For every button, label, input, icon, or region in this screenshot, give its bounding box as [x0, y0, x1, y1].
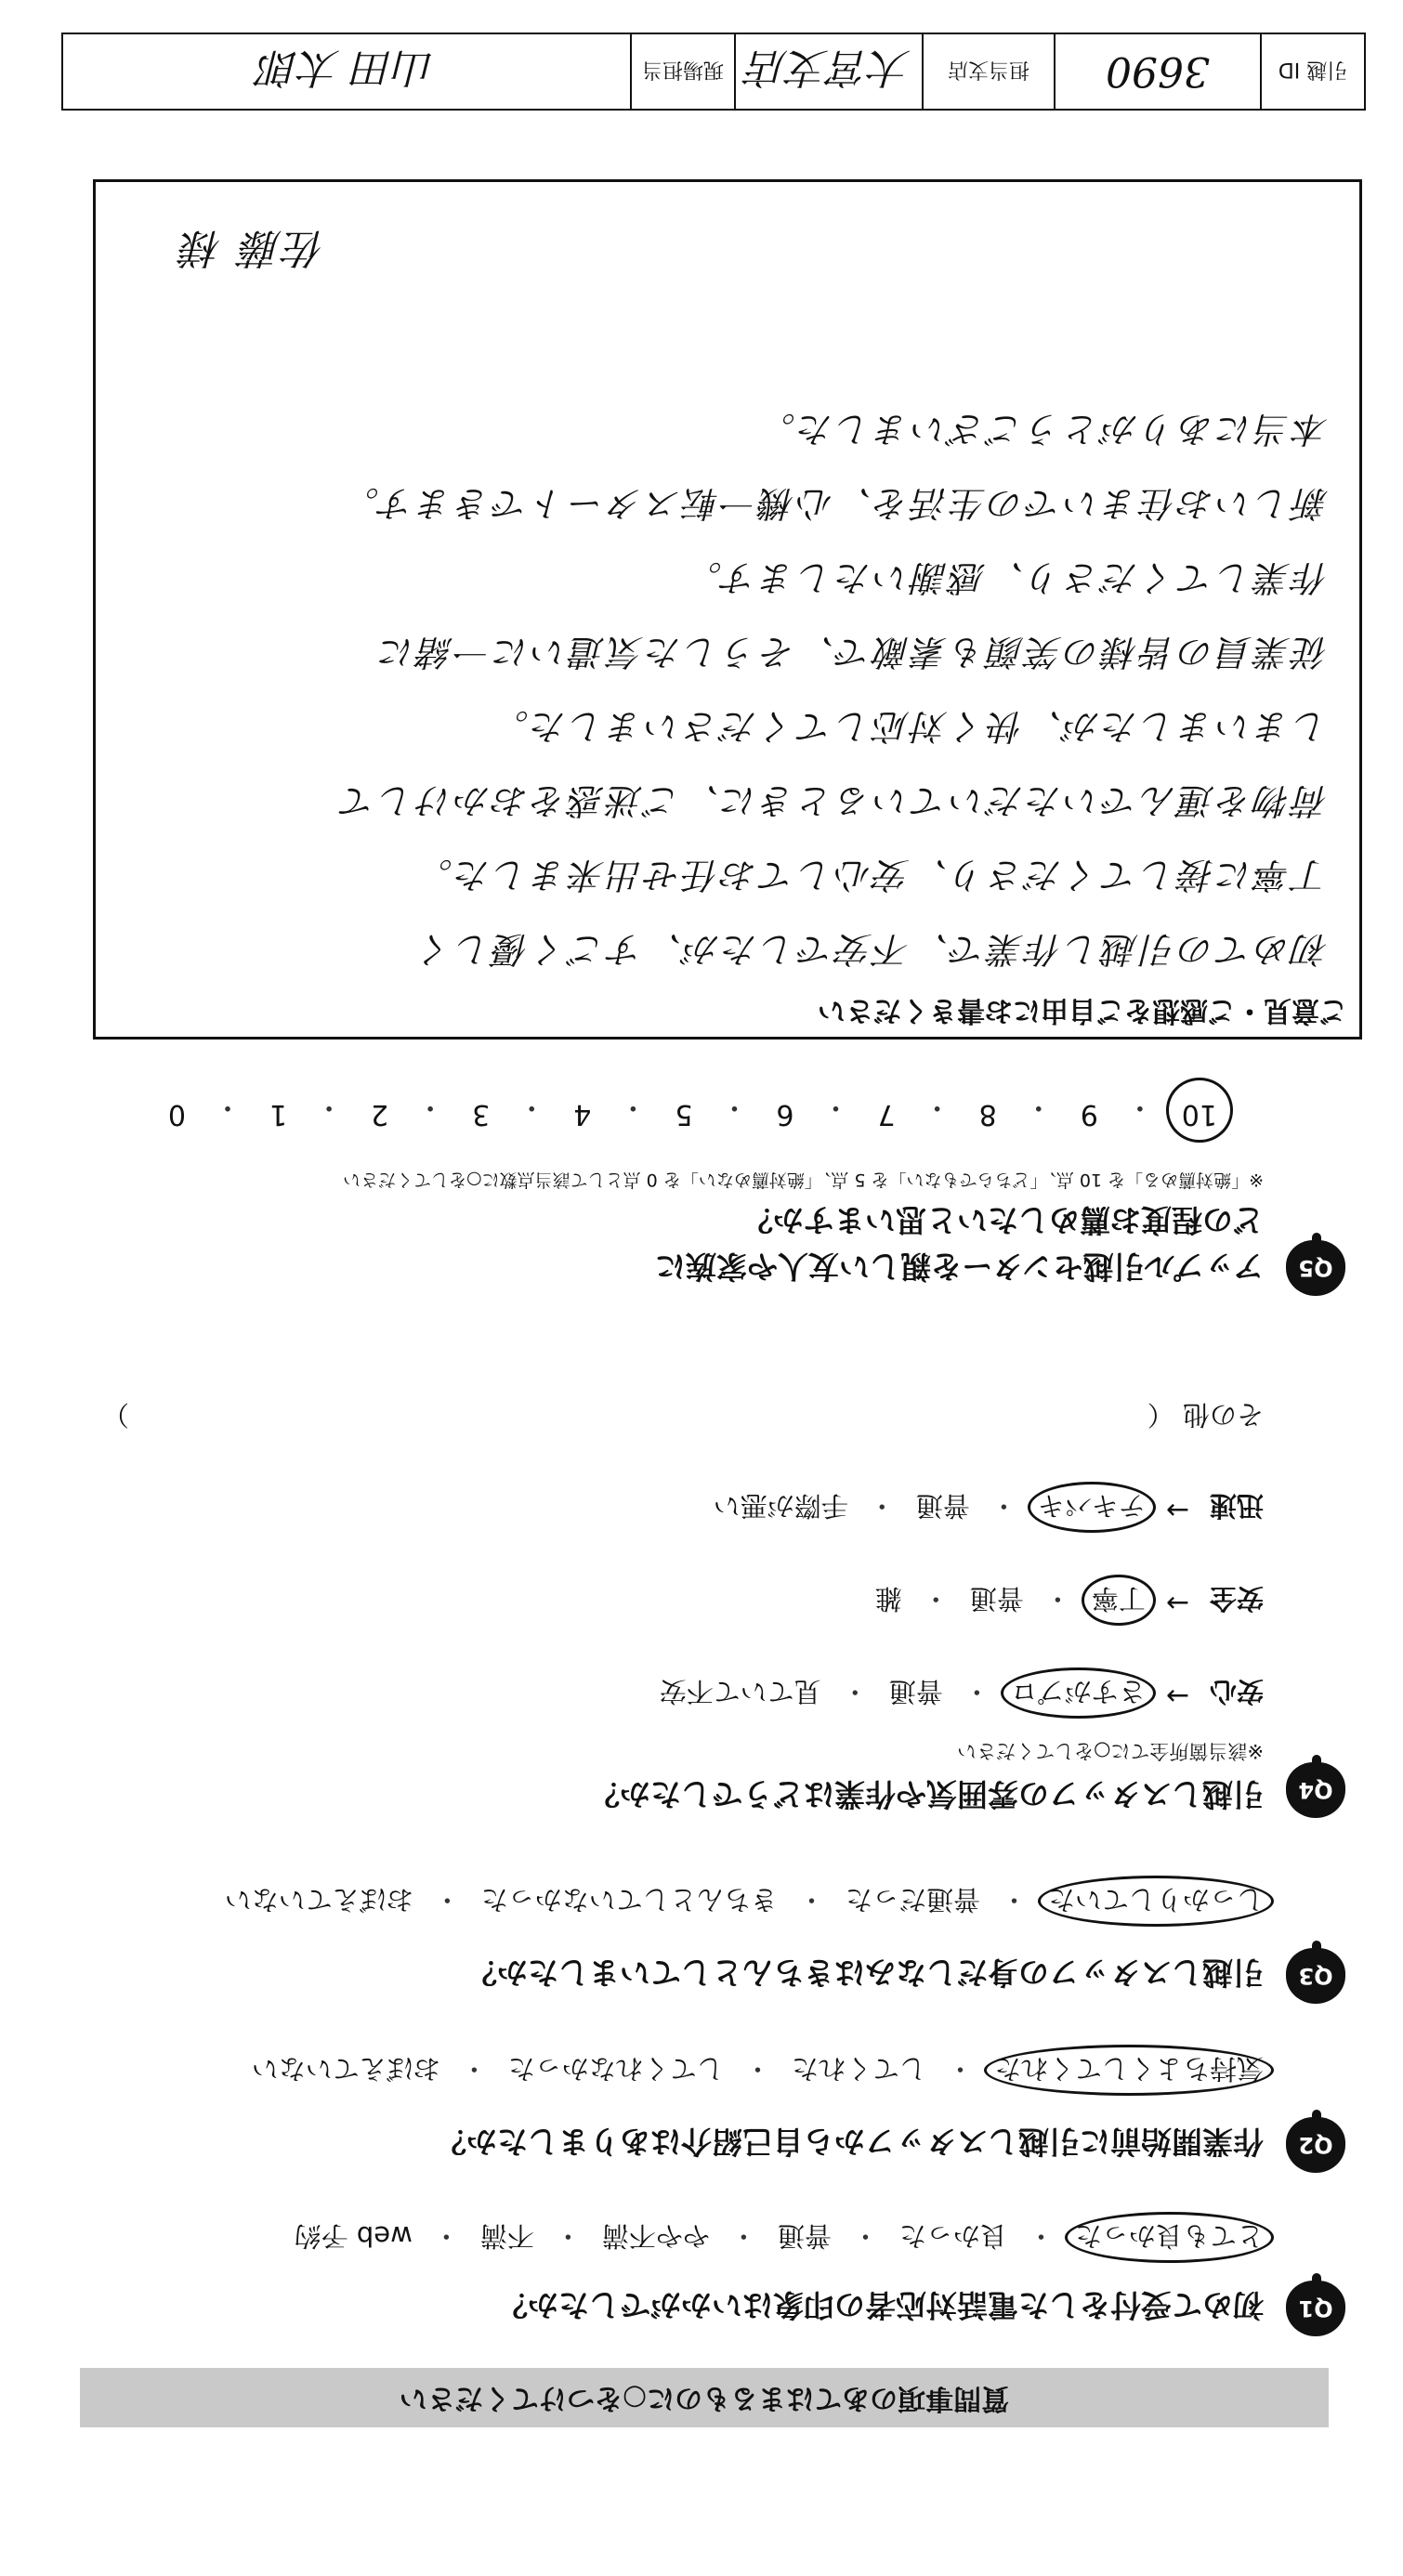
comment-box[interactable]: [93, 179, 1362, 1040]
arrow-right-icon: →: [1165, 1587, 1189, 1619]
comment-line: 初めての引越し作業で、不安でしたが、すごく優しく: [414, 929, 1329, 970]
q5-score[interactable]: 10: [1166, 1078, 1233, 1143]
leader-value: 山田 太郎: [258, 44, 435, 91]
q5-score[interactable]: 7: [877, 1098, 896, 1131]
leader-label: 現場担当: [642, 58, 725, 82]
q1-option-1[interactable]: とても良かった: [1065, 2212, 1274, 2263]
comment-line: 従業員の皆様の笑顔も素敵で、そうした気遣いに一緒に: [376, 632, 1329, 673]
q5-score[interactable]: 3: [472, 1098, 491, 1131]
q4-option[interactable]: テキパキ: [1028, 1482, 1156, 1533]
branch-value: 大宮支店: [747, 44, 911, 91]
q2-option-2[interactable]: してくれた: [791, 2053, 926, 2085]
q1-option-6[interactable]: web 予約: [294, 2220, 413, 2252]
q4-badge: Q4: [1286, 1762, 1345, 1818]
comment-line: 新しいお住まいでの生活を、心機一転スタートできます。: [341, 483, 1329, 524]
q4-option[interactable]: 普通: [969, 1583, 1024, 1615]
q3-text: 引越しスタッフの身だしなみはきちんとしていましたか？: [466, 1955, 1264, 1991]
comment-line: しまいましたが、快く対応してくださいました。: [490, 706, 1329, 747]
q4-row-speed: 迅速 → テキパキ ・ 普通 ・ 手際が悪い: [714, 1488, 1264, 1526]
q3-option-1[interactable]: しっかりしていた: [1038, 1876, 1274, 1927]
q5-text-line1: アップル引越センターを親しい友人や家族に: [654, 1249, 1264, 1285]
q5-note: ※「絶対薦める」を 10 点、「どちらでもない」を 5 点、「絶対薦めない」を 0 点として該当点数に○をしてください: [343, 1170, 1264, 1190]
q3-badge: Q3: [1286, 1948, 1345, 2004]
q1-option-3[interactable]: 普通: [777, 2220, 832, 2252]
q1-option-2[interactable]: 良かった: [898, 2220, 1007, 2252]
q4-option[interactable]: 普通: [888, 1676, 943, 1707]
q5-score[interactable]: 6: [776, 1098, 794, 1131]
q5-score[interactable]: 2: [371, 1098, 389, 1131]
q4-row-label: 迅速: [1209, 1490, 1264, 1522]
q2-badge: Q2: [1286, 2117, 1345, 2173]
q5-scale: 10 ・ 9 ・ 8 ・ 7 ・ 6 ・ 5 ・ 4 ・ 3 ・ 2 ・ 1 ・ 0: [168, 1090, 1217, 1131]
q4-option[interactable]: 普通: [915, 1490, 970, 1522]
q3-option-4[interactable]: おぼえていない: [224, 1884, 413, 1916]
q3-option-3[interactable]: きちんとしていなかった: [480, 1884, 778, 1916]
q5-score[interactable]: 4: [573, 1098, 592, 1131]
q2-text: 作業開始前に引越しスタッフから自己紹介はありましたか？: [436, 2124, 1264, 2160]
q4-row-label: 安全: [1209, 1583, 1264, 1615]
q4-other-open: （: [1147, 1399, 1174, 1431]
q5-score[interactable]: 1: [269, 1098, 288, 1131]
q4-option[interactable]: 雑: [874, 1583, 902, 1615]
comment-line: 作業してくださり、感謝いたします。: [684, 557, 1329, 598]
comment-title: ご意見・ご感想をご自由にお書きください: [818, 994, 1347, 1026]
q1-options: とても良かった ・ 良かった ・ 普通 ・ やや不満 ・ 不満 ・ web 予約: [295, 2218, 1264, 2256]
q3-option-2[interactable]: 普通だった: [845, 1884, 980, 1916]
q3-options: しっかりしていた ・ 普通だった ・ きちんとしていなかった ・ おぼえていない: [225, 1882, 1264, 1920]
comment-signature: 佐藤 様: [178, 224, 325, 271]
q4-other-label: その他: [1182, 1399, 1264, 1431]
id-label: 引越 ID: [1278, 58, 1348, 82]
q2-option-4[interactable]: おぼえていない: [251, 2053, 440, 2085]
q4-option[interactable]: 丁寧: [1082, 1575, 1156, 1626]
arrow-right-icon: →: [1165, 1494, 1189, 1526]
comment-line: 本当にありがとうございました。: [756, 409, 1329, 450]
q1-option-5[interactable]: 不満: [479, 2220, 534, 2252]
q2-option-1[interactable]: 気持ちよくしてくれた: [984, 2045, 1274, 2096]
q4-other: [102, 1397, 1264, 1435]
id-table: [61, 33, 1366, 111]
id-value: 3690: [1106, 47, 1210, 96]
q4-option[interactable]: さすがプロ: [1001, 1667, 1156, 1719]
q1-badge: Q1: [1286, 2281, 1345, 2336]
q2-options: 気持ちよくしてくれた ・ してくれた ・ してくれなかった ・ おぼえていない: [252, 2051, 1264, 2089]
q1-option-4[interactable]: やや不満: [601, 2220, 710, 2252]
arrow-right-icon: →: [1165, 1680, 1189, 1712]
q5-score[interactable]: 8: [978, 1098, 997, 1131]
q4-row-safety: 安心 → さすがプロ ・ 普通 ・ 見ていて不安: [660, 1674, 1264, 1712]
q5-score[interactable]: 5: [675, 1098, 693, 1131]
comment-line: 荷物を運んでいただいているときに、ご迷惑をおかけして: [337, 780, 1329, 821]
q4-text: 引越しスタッフの雰囲気や作業はどうでしたか？: [589, 1776, 1264, 1812]
q4-option[interactable]: 見ていて不安: [659, 1676, 821, 1707]
q2-option-3[interactable]: してくれなかった: [507, 2053, 724, 2085]
q4-row-label: 安心: [1209, 1676, 1264, 1707]
q4-option[interactable]: 手際が悪い: [713, 1490, 848, 1522]
q5-score[interactable]: 0: [167, 1098, 186, 1131]
branch-label: 担当支店: [948, 58, 1030, 82]
instruction-banner: 質問事項のあてはまるものに○をつけてください: [80, 2368, 1329, 2427]
q1-text: 初めて受付をした電話対応者の印象はいかがでしたか？: [497, 2287, 1264, 2323]
q5-badge: Q5: [1286, 1240, 1345, 1296]
q5-text-line2: どの程度お薦めしたいと思いますか？: [742, 1202, 1264, 1238]
q4-note: ※該当箇所全てに○をしてください: [957, 1740, 1264, 1762]
q5-score[interactable]: 9: [1080, 1098, 1098, 1131]
q4-other-close: ）: [102, 1399, 130, 1431]
comment-line: 丁寧に接してくださり、安心してお任せ出来ました。: [413, 855, 1329, 896]
q4-row-secure: 安全 → 丁寧 ・ 普通 ・ 雑: [875, 1581, 1264, 1619]
